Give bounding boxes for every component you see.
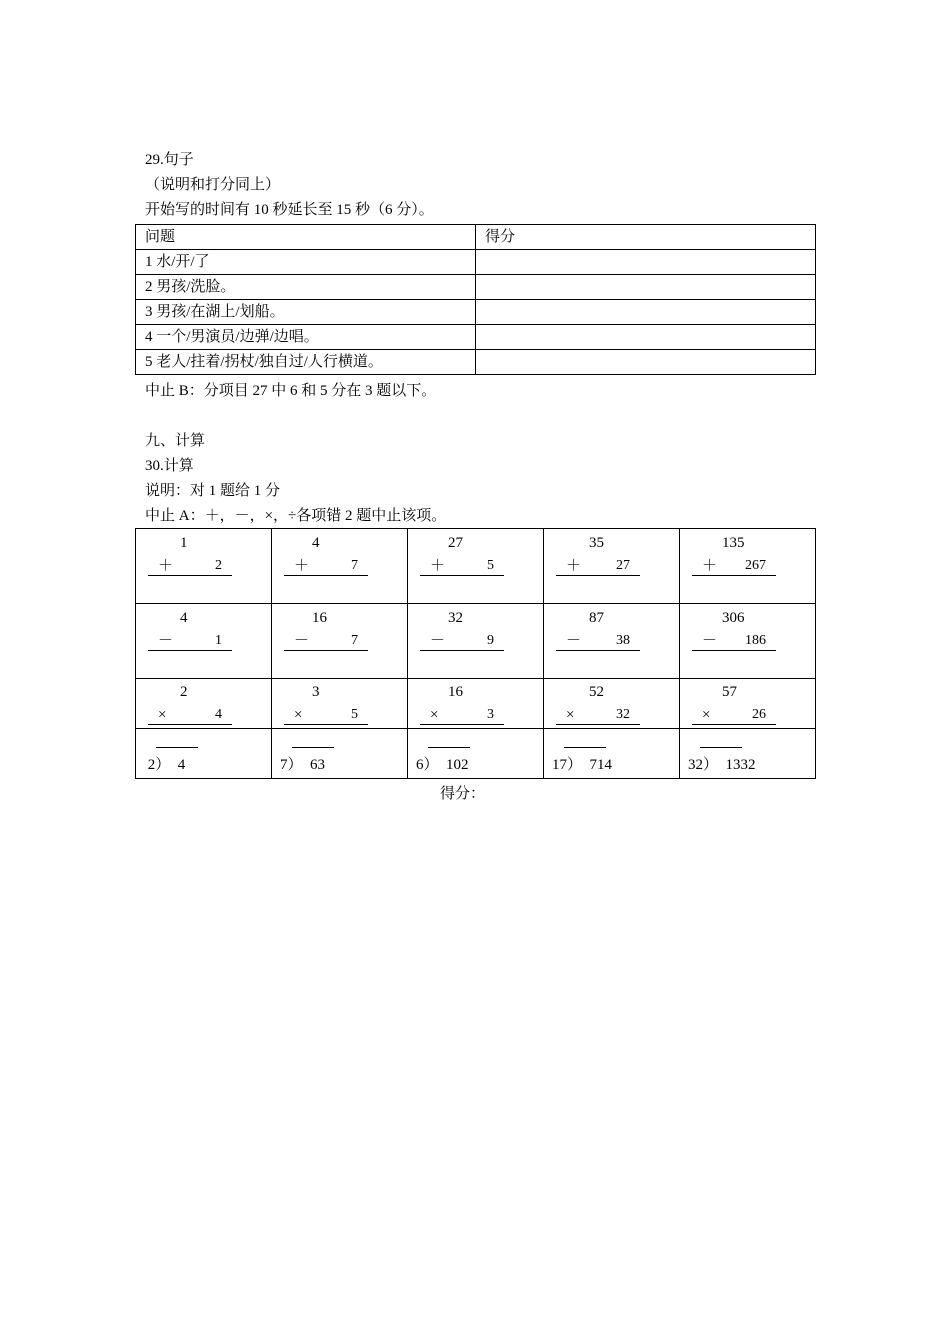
- operand-bottom: 26: [752, 707, 766, 722]
- calc-cell: [680, 604, 816, 679]
- calc-cell: [680, 529, 816, 604]
- operand-bottom: 5: [487, 558, 494, 573]
- calc-cell: [136, 529, 272, 604]
- calc-cell: [136, 679, 272, 729]
- addition-row: [136, 529, 816, 604]
- division-bar: [700, 747, 742, 748]
- score-cell: [476, 250, 816, 275]
- division-bar: [564, 747, 606, 748]
- calc-cell: [408, 529, 544, 604]
- calculation-table: [135, 528, 816, 779]
- table-row: [136, 300, 816, 325]
- operand-underline: [420, 632, 504, 651]
- operator-sign: －: [566, 633, 582, 649]
- division-bar: [156, 747, 198, 748]
- calc-cell: [408, 604, 544, 679]
- division-bar: [292, 747, 334, 748]
- operator-sign: －: [294, 633, 310, 649]
- division-problem: 32） 1332: [688, 757, 756, 773]
- calc-cell: [136, 604, 272, 679]
- operand-bottom: 2: [215, 558, 222, 573]
- operator-sign: ×: [430, 707, 439, 723]
- operator-sign: ×: [566, 707, 575, 723]
- calc-cell: [544, 529, 680, 604]
- operand-underline: [692, 557, 776, 576]
- calc-cell: [544, 679, 680, 729]
- stop-rule-a: 中止 A：＋，－，×，÷各项错 2 题中止该项。: [145, 508, 447, 524]
- table-row: [136, 250, 816, 275]
- calc-cell: [272, 529, 408, 604]
- operator-sign: －: [702, 633, 718, 649]
- operand-top: 27: [448, 535, 463, 551]
- q29-note: （说明和打分同上）: [145, 177, 281, 193]
- operand-underline: [692, 706, 776, 725]
- operand-top: 16: [312, 610, 327, 626]
- operand-top: 3: [312, 684, 320, 700]
- operator-sign: ＋: [702, 558, 718, 574]
- operand-bottom: 186: [745, 633, 766, 648]
- table-row: [136, 350, 816, 375]
- operand-underline: [556, 557, 640, 576]
- operand-underline: [284, 632, 368, 651]
- table-row: [136, 275, 816, 300]
- header-score: 得分: [476, 225, 816, 250]
- score-label: 得分：: [440, 786, 486, 802]
- calc-cell: [272, 679, 408, 729]
- question-cell: 3 男孩/在湖上/划船。: [136, 300, 476, 325]
- calc-cell: [680, 729, 816, 779]
- operand-underline: [420, 706, 504, 725]
- operand-top: 4: [180, 610, 188, 626]
- header-question: 问题: [136, 225, 476, 250]
- operand-bottom: 7: [351, 633, 358, 648]
- division-problem: 7） 63: [280, 757, 326, 773]
- operand-top: 57: [722, 684, 737, 700]
- division-bar: [428, 747, 470, 748]
- operand-underline: [148, 632, 232, 651]
- operand-bottom: 38: [616, 633, 630, 648]
- question-cell: 4 一个/男演员/边弹/边唱。: [136, 325, 476, 350]
- operator-sign: ＋: [294, 558, 310, 574]
- operator-sign: ＋: [566, 558, 582, 574]
- operand-bottom: 3: [487, 707, 494, 722]
- table-header-row: [136, 225, 816, 250]
- operand-top: 1: [180, 535, 188, 551]
- operand-underline: [148, 706, 232, 725]
- calc-cell: [408, 729, 544, 779]
- operand-top: 16: [448, 684, 463, 700]
- subtraction-row: [136, 604, 816, 679]
- score-cell: [476, 350, 816, 375]
- operator-sign: －: [158, 633, 174, 649]
- calc-cell: [680, 679, 816, 729]
- question-cell: 1 水/开/了: [136, 250, 476, 275]
- operand-bottom: 267: [745, 558, 766, 573]
- operator-sign: －: [430, 633, 446, 649]
- calc-cell: [136, 729, 272, 779]
- operand-bottom: 7: [351, 558, 358, 573]
- operand-bottom: 27: [616, 558, 630, 573]
- operand-underline: [556, 632, 640, 651]
- operator-sign: ×: [158, 707, 167, 723]
- section-9-heading: 九、计算: [145, 433, 206, 449]
- operand-bottom: 9: [487, 633, 494, 648]
- q30-heading: 30.计算: [145, 458, 194, 474]
- calc-cell: [272, 604, 408, 679]
- operand-underline: [284, 706, 368, 725]
- operator-sign: ＋: [158, 558, 174, 574]
- score-cell: [476, 325, 816, 350]
- operand-top: 32: [448, 610, 463, 626]
- calc-cell: [544, 604, 680, 679]
- operator-sign: ×: [294, 707, 303, 723]
- operand-bottom: 4: [215, 707, 222, 722]
- operand-underline: [148, 557, 232, 576]
- stop-rule-b: 中止 B：分项目 27 中 6 和 5 分在 3 题以下。: [145, 383, 437, 399]
- operand-bottom: 32: [616, 707, 630, 722]
- division-row: [136, 729, 816, 779]
- calc-cell: [408, 679, 544, 729]
- operand-bottom: 5: [351, 707, 358, 722]
- calc-cell: [544, 729, 680, 779]
- operand-top: 87: [589, 610, 604, 626]
- operand-underline: [284, 557, 368, 576]
- operand-bottom: 1: [215, 633, 222, 648]
- q30-explanation: 说明：对 1 题给 1 分: [145, 483, 281, 499]
- question-cell: 2 男孩/洗脸。: [136, 275, 476, 300]
- question-cell: 5 老人/拄着/拐杖/独自过/人行横道。: [136, 350, 476, 375]
- q29-timing: 开始写的时间有 10 秒延长至 15 秒（6 分）。: [145, 202, 434, 218]
- operand-underline: [420, 557, 504, 576]
- operand-top: 35: [589, 535, 604, 551]
- q29-heading: 29.句子: [145, 152, 194, 168]
- operand-top: 306: [722, 610, 745, 626]
- table-row: [136, 325, 816, 350]
- sentence-table: [135, 224, 816, 375]
- operator-sign: ×: [702, 707, 711, 723]
- operand-underline: [556, 706, 640, 725]
- operand-top: 52: [589, 684, 604, 700]
- operand-top: 4: [312, 535, 320, 551]
- division-problem: 2） 4: [144, 757, 186, 773]
- operand-top: 2: [180, 684, 188, 700]
- score-cell: [476, 300, 816, 325]
- calc-cell: [272, 729, 408, 779]
- score-cell: [476, 275, 816, 300]
- operator-sign: ＋: [430, 558, 446, 574]
- operand-top: 135: [722, 535, 745, 551]
- operand-underline: [692, 632, 776, 651]
- multiplication-row: [136, 679, 816, 729]
- division-problem: 17） 714: [552, 757, 613, 773]
- division-problem: 6） 102: [416, 757, 469, 773]
